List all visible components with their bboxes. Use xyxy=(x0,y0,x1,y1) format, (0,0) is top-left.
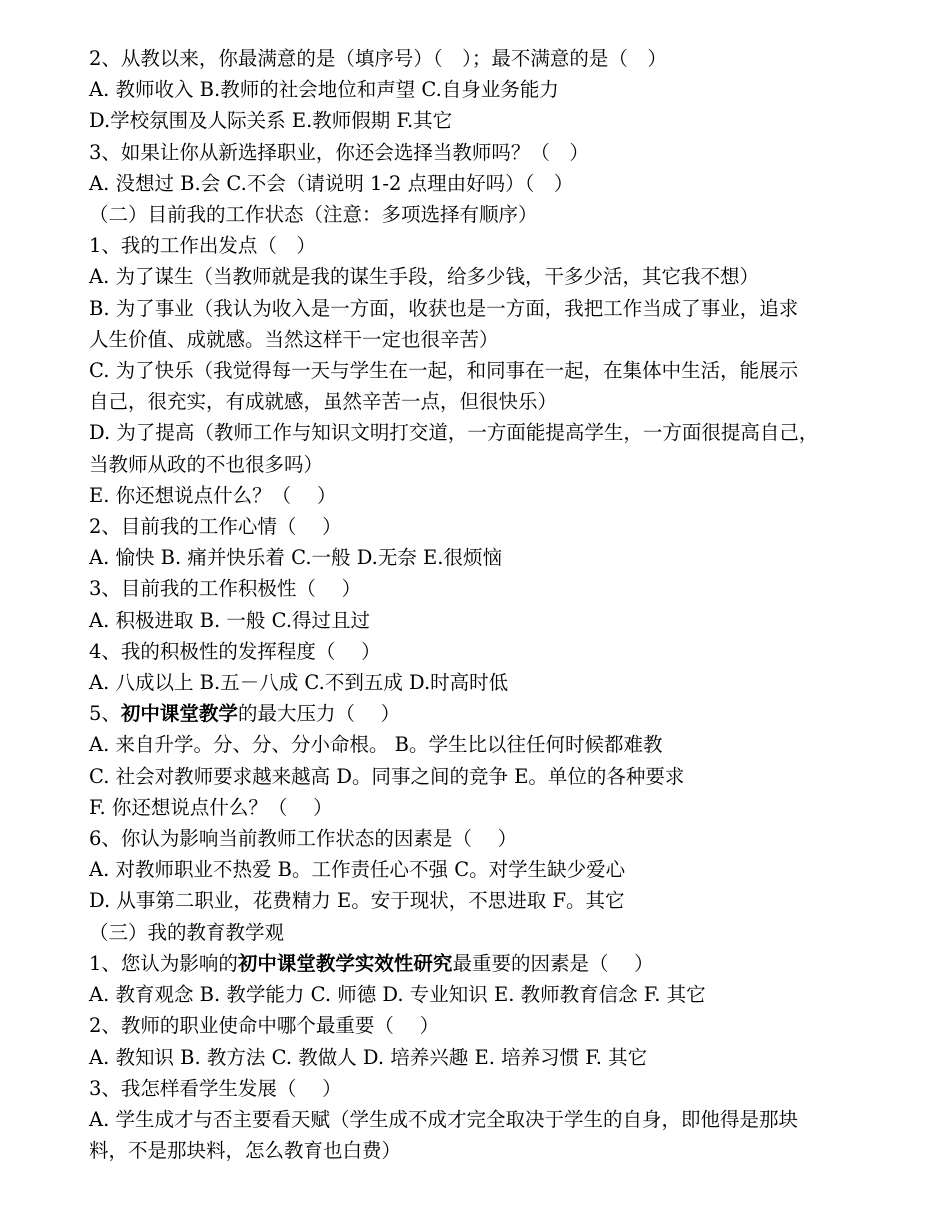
text-line: A. 为了谋生（当教师就是我的谋生手段，给多少钱，干多少活，其它我不想） xyxy=(89,265,759,289)
text-line: 1、我的工作出发点（ ） xyxy=(89,234,316,258)
bold-phrase: 初中课堂教学实效性研究 xyxy=(237,951,453,975)
text-line: 2、目前我的工作心情（ ） xyxy=(89,515,342,539)
text-line: 人生价值、成就感。当然这样干一定也很辛苦） xyxy=(89,327,499,351)
text-line: 自己，很充实，有成就感，虽然辛苦一点，但很快乐） xyxy=(89,390,558,414)
text-line: D. 为了提高（教师工作与知识文明打交道，一方面能提高学生，一方面很提高自己， xyxy=(89,421,819,445)
text-line: C. 为了快乐（我觉得每一天与学生在一起，和同事在一起，在集体中生活，能展示 xyxy=(89,359,799,383)
text-line-with-bold xyxy=(89,698,904,729)
section-heading: （二）目前我的工作状态（注意：多项选择有顺序） xyxy=(89,203,538,227)
text-line: 2、从教以来，你最满意的是（填序号）（ ）；最不满意的是（ ） xyxy=(89,47,667,70)
text-line: 料，不是那块料，怎么教育也白费） xyxy=(89,1139,402,1163)
text-line: 4、我的积极性的发挥程度（ ） xyxy=(89,639,381,663)
text-line: C. 社会对教师要求越来越高 D。同事之间的竞争 E。单位的各种要求 xyxy=(89,764,685,788)
bold-phrase: 初中课堂教学 xyxy=(120,702,238,726)
line-prefix: 1、您认为影响的 xyxy=(89,951,238,975)
text-line: B. 为了事业（我认为收入是一方面，收获也是一方面，我把工作当成了事业，追求 xyxy=(89,296,799,320)
text-line: A. 教育观念 B. 教学能力 C. 师德 D. 专业知识 E. 教师教育信念 F. 其它 xyxy=(89,983,706,1007)
text-line: 当教师从政的不也很多吗） xyxy=(89,452,324,476)
line-suffix: 最重要的因素是（ ） xyxy=(452,951,654,975)
text-line: A. 来自升学。分、分、分小命根。 B。学生比以往任何时候都难教 xyxy=(89,733,663,757)
text-line: 3、我怎样看学生发展（ ） xyxy=(89,1076,342,1100)
text-line: D.学校氛围及人际关系 E.教师假期 F.其它 xyxy=(89,109,453,133)
text-line: E. 你还想说点什么？（ ） xyxy=(89,483,337,507)
text-line: F. 你还想说点什么？（ ） xyxy=(89,795,333,819)
text-line: A. 愉快 B. 痛并快乐着 C.一般 D.无奈 E.很烦恼 xyxy=(89,546,502,570)
document-body xyxy=(89,43,904,1166)
section-heading: （三）我的教育教学观 xyxy=(89,920,285,944)
text-line: A. 积极进取 B. 一般 C.得过且过 xyxy=(89,608,371,632)
text-line: A. 对教师职业不热爱 B。工作责任心不强 C。对学生缺少爱心 xyxy=(89,858,626,882)
text-line: A. 八成以上 B.五－八成 C.不到五成 D.时高时低 xyxy=(89,671,509,695)
text-line: 3、如果让你从新选择职业，你还会选择当教师吗？（ ） xyxy=(89,140,589,164)
text-line: 3、目前我的工作积极性（ ） xyxy=(89,577,362,601)
text-line: 2、教师的职业使命中哪个最重要（ ） xyxy=(89,1014,440,1038)
text-line-with-bold xyxy=(89,948,904,979)
text-line: D. 从事第二职业，花费精力 E。安于现状，不思进取 F。其它 xyxy=(89,889,625,913)
text-line: A. 没想过 B.会 C.不会（请说明 1-2 点理由好吗）（ ） xyxy=(89,171,574,195)
line-suffix: 的最大压力（ ） xyxy=(237,702,401,726)
line-prefix: 5、 xyxy=(89,702,121,726)
text-line: A. 学生成才与否主要看天赋（学生成不成才完全取决于学生的自身，即他得是那块 xyxy=(89,1107,798,1131)
text-line: A. 教师收入 B.教师的社会地位和声望 C.自身业务能力 xyxy=(89,78,559,102)
text-line: 6、你认为影响当前教师工作状态的因素是（ ） xyxy=(89,827,518,851)
text-line: A. 教知识 B. 教方法 C. 教做人 D. 培养兴趣 E. 培养习惯 F. 其它 xyxy=(89,1045,648,1069)
